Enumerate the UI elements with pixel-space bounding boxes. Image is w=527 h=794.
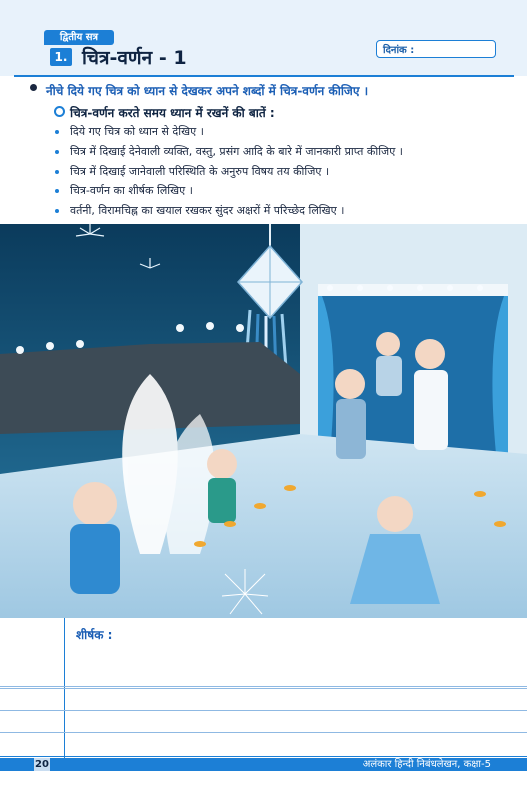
- writing-line: [0, 686, 527, 687]
- main-instruction: नीचे दिये गए चित्र को ध्यान से देखकर अपने शब्दों में चित्र-वर्णन कीजिए ।: [46, 84, 369, 98]
- writing-line: [0, 756, 527, 757]
- instruction-point: दिये गए चित्र को ध्यान से देखिए ।: [70, 125, 204, 138]
- writing-area[interactable]: [0, 618, 527, 758]
- page-number: 20: [35, 759, 49, 770]
- instruction-point: चित्र में दिखाई जानेवाली परिस्थिति के अनुरुप विषय तय कीजिए ।: [70, 165, 330, 178]
- book-title: अलंकार हिन्दी निबंधलेखन, कक्षा-5: [362, 759, 491, 770]
- bullet-icon: [55, 130, 59, 134]
- date-field[interactable]: [376, 40, 496, 58]
- title-label: शीर्षक :: [76, 628, 113, 642]
- lesson-title: चित्र-वर्णन - 1: [82, 47, 187, 69]
- instruction-subheading: चित्र-वर्णन करते समय ध्यान में रखनें की बातें :: [70, 106, 275, 120]
- instruction-point: चित्र में दिखाई देनेवाली व्यक्ति, वस्तु, प्रसंग आदि के बारे में जानकारी प्राप्त कीजिए ।: [70, 145, 403, 158]
- lesson-number-badge: 1.: [50, 48, 72, 66]
- instruction-point: चित्र-वर्णन का शीर्षक लिखिए ।: [70, 184, 193, 197]
- bullet-icon: [55, 189, 59, 193]
- date-label: दिनांक :: [383, 45, 415, 56]
- main-bullet-icon: [30, 84, 37, 91]
- writing-line: [0, 710, 527, 711]
- bullet-icon: [55, 170, 59, 174]
- writing-line: [0, 688, 527, 689]
- instruction-point: वर्तनी, विरामचिह्न का खयाल रखकर सुंदर अक्षरों में परिच्छेद लिखिए ।: [70, 204, 345, 217]
- session-tag: द्वितीय सत्र: [44, 30, 114, 45]
- bullet-icon: [55, 150, 59, 154]
- writing-line: [0, 732, 527, 733]
- header-divider: [14, 75, 514, 77]
- hollow-bullet-icon: [54, 106, 65, 117]
- bullet-icon: [55, 209, 59, 213]
- diwali-illustration: [0, 224, 527, 618]
